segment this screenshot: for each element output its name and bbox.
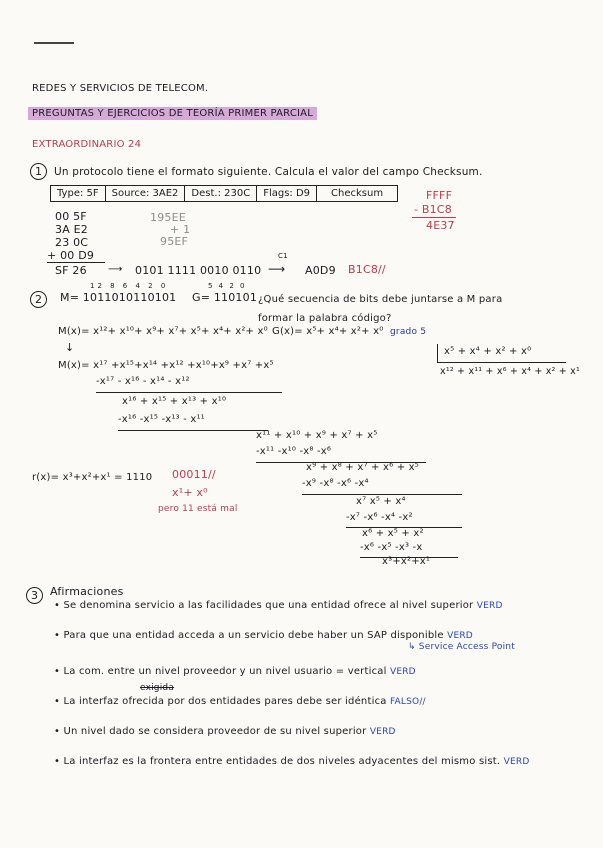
g-indices: 5 4 2 0 xyxy=(208,282,247,290)
remainder: x³+x²+x¹ xyxy=(382,556,431,567)
statement-6-answer: VERD xyxy=(503,757,530,767)
step-11: -x⁶ -x⁵ -x³ -x xyxy=(360,542,423,553)
arrow-1: ⟶ xyxy=(108,264,123,275)
subtitle xyxy=(28,108,317,119)
field-checksum: Checksum xyxy=(331,188,384,199)
q2-number: 2 xyxy=(30,291,47,308)
bits-value: 00011 xyxy=(172,468,208,481)
statement-2: • Para que una entidad acceda a un servicio debe haber un SAP disponible VERD xyxy=(54,630,473,641)
statement-1-text: Se denomina servicio a las facilidades que una entidad ofrece al nivel superior xyxy=(63,600,474,611)
statement-4: • La interfaz ofrecida por dos entidades pares debe ser idéntica FALSO// xyxy=(54,696,426,707)
q1-statement: Un protocolo tiene el formato siguiente. Calcula el valor del campo Checksum. xyxy=(54,166,483,178)
binary-value: 0101 1111 0010 0110 xyxy=(135,264,262,277)
step-5: -x¹¹ -x¹⁰ -x⁸ -x⁶ xyxy=(256,446,332,457)
step-7: -x⁹ -x⁸ -x⁶ -x⁴ xyxy=(302,478,369,489)
page-title: REDES Y SERVICIOS DE TELECOM. xyxy=(32,83,209,94)
statement-5: • Un nivel dado se considera proveedor de su nivel superior VERD xyxy=(54,726,396,737)
down-arrow: ↓ xyxy=(65,341,75,354)
statement-5-text: Un nivel dado se considera proveedor de su nivel superior xyxy=(63,726,367,737)
sum-rule xyxy=(47,262,105,263)
statement-1-answer: VERD xyxy=(476,601,503,611)
divisor: x⁵ + x⁴ + x² + x⁰ xyxy=(444,346,532,357)
q3-title: Afirmaciones xyxy=(50,585,124,598)
quotient: x¹² + x¹¹ + x⁶ + x⁴ + x² + x¹ xyxy=(440,366,580,377)
step-6: x⁹ + x⁸ + x⁷ + x⁶ + x⁵ xyxy=(306,462,419,473)
q3-number: 3 xyxy=(26,587,43,604)
calc-rule xyxy=(412,217,456,218)
calc-ffff: FFFF xyxy=(426,189,453,202)
m-indices: 12 8 6 4 2 0 xyxy=(90,282,169,290)
step-3: -x¹⁶ -x¹⁵ -x¹³ - x¹¹ xyxy=(118,414,205,425)
sap-note: ↳ Service Access Point xyxy=(408,642,515,652)
scratch-3: 95EF xyxy=(160,235,189,248)
c1-label: C1 xyxy=(278,252,288,260)
sum-line-3: 23 0C xyxy=(55,236,89,249)
calc-result: 4E37 xyxy=(426,219,455,232)
step-2: x¹⁶ + x¹⁵ + x¹³ + x¹⁰ xyxy=(122,396,227,407)
complement-hex: A0D9 xyxy=(305,264,336,277)
statement-4-text: La interfaz ofrecida por dos entidades pares debe ser idéntica xyxy=(63,696,387,707)
statement-3-answer: VERD xyxy=(389,667,416,677)
g-polynomial: G(x)= x⁵+ x⁴+ x²+ x⁰ xyxy=(272,326,384,337)
statement-6: • La interfaz es la frontera entre entidades de dos niveles adyacentes del mismo sist. VERD xyxy=(54,756,530,767)
scratch-2: + 1 xyxy=(170,223,191,236)
checksum-answer: B1C8// xyxy=(348,263,386,276)
checksum-value: B1C8 xyxy=(348,263,379,276)
sum-line-4: + 00 D9 xyxy=(47,249,95,262)
statement-4-answer: FALSO xyxy=(390,697,420,707)
sum-result: SF 26 xyxy=(55,264,87,277)
sum-line-2: 3A E2 xyxy=(55,223,88,236)
step-9: -x⁷ -x⁶ -x⁴ -x² xyxy=(346,512,413,523)
statement-6-text: La interfaz es la frontera entre entidades de dos niveles adyacentes del mismo sist. xyxy=(63,756,501,767)
bits-answer: 00011// xyxy=(172,468,216,481)
subtitle-highlight: PREGUNTAS Y EJERCICIOS DE TEORÍA PRIMER PARCIAL xyxy=(28,107,317,120)
scratch-1: 195EE xyxy=(150,211,186,224)
g-bits: G= 110101 xyxy=(192,291,258,304)
x1-x0: x¹+ x⁰ xyxy=(172,486,208,499)
statement-1: • Se denomina servicio a las facilidades que una entidad ofrece al nivel superior VERD xyxy=(54,600,503,611)
statement-5-answer: VERD xyxy=(369,727,396,737)
field-flags: Flags: D9 xyxy=(257,186,317,201)
crossed-word: exigida xyxy=(140,683,175,693)
statement-2-answer: VERD xyxy=(447,631,473,641)
sum-line-1: 00 5F xyxy=(55,210,87,223)
calc-b1c8: - B1C8 xyxy=(414,203,452,216)
field-type: Type: 5F xyxy=(51,186,106,201)
statement-3: • La com. entre un nivel proveedor y un nivel usuario = vertical VERD xyxy=(54,666,416,677)
grado-note: grado 5 xyxy=(390,327,427,337)
m-bits: M= 1011010110101 xyxy=(60,291,177,304)
exam-label: EXTRAORDINARIO 24 xyxy=(32,139,142,150)
field-dest: Dest.: 230C xyxy=(185,186,257,201)
protocol-format-table xyxy=(50,185,398,202)
q2-question: ¿Qué secuencia de bits debe juntarse a M para formar la palabra código? xyxy=(258,294,503,324)
q1-number: 1 xyxy=(30,163,47,180)
step-rule-4 xyxy=(302,494,462,495)
statement-2-text: Para que una entidad acceda a un servicio debe haber un SAP disponible xyxy=(63,630,444,641)
arrow-2: ⟶ xyxy=(268,262,286,276)
remainder-result: r(x)= x³+x²+x¹ = 1110 xyxy=(32,472,153,483)
step-rule-1 xyxy=(96,392,282,393)
field-source: Source: 3AE2 xyxy=(106,186,186,201)
statement-3-text: La com. entre un nivel proveedor y un nivel usuario = vertical xyxy=(63,666,387,677)
step-10: x⁶ + x⁵ + x² xyxy=(362,528,424,539)
statement-4-mark: // xyxy=(419,697,426,707)
error-note: pero 11 está mal xyxy=(158,504,238,514)
step-8: x⁷ x⁵ + x⁴ xyxy=(356,496,406,507)
step-1: -x¹⁷ - x¹⁶ - x¹⁴ - x¹² xyxy=(96,376,190,387)
m-shifted: M(x)= x¹⁷ +x¹⁵+x¹⁴ +x¹² +x¹⁰+x⁹ +x⁷ +x⁵ xyxy=(58,360,274,371)
step-4: x¹¹ + x¹⁰ + x⁹ + x⁷ + x⁵ xyxy=(256,430,378,441)
top-dash xyxy=(34,42,74,44)
m-polynomial: M(x)= x¹²+ x¹⁰+ x⁹+ x⁷+ x⁵+ x⁴+ x²+ x⁰ xyxy=(58,326,268,337)
step-rule-2 xyxy=(118,430,268,431)
